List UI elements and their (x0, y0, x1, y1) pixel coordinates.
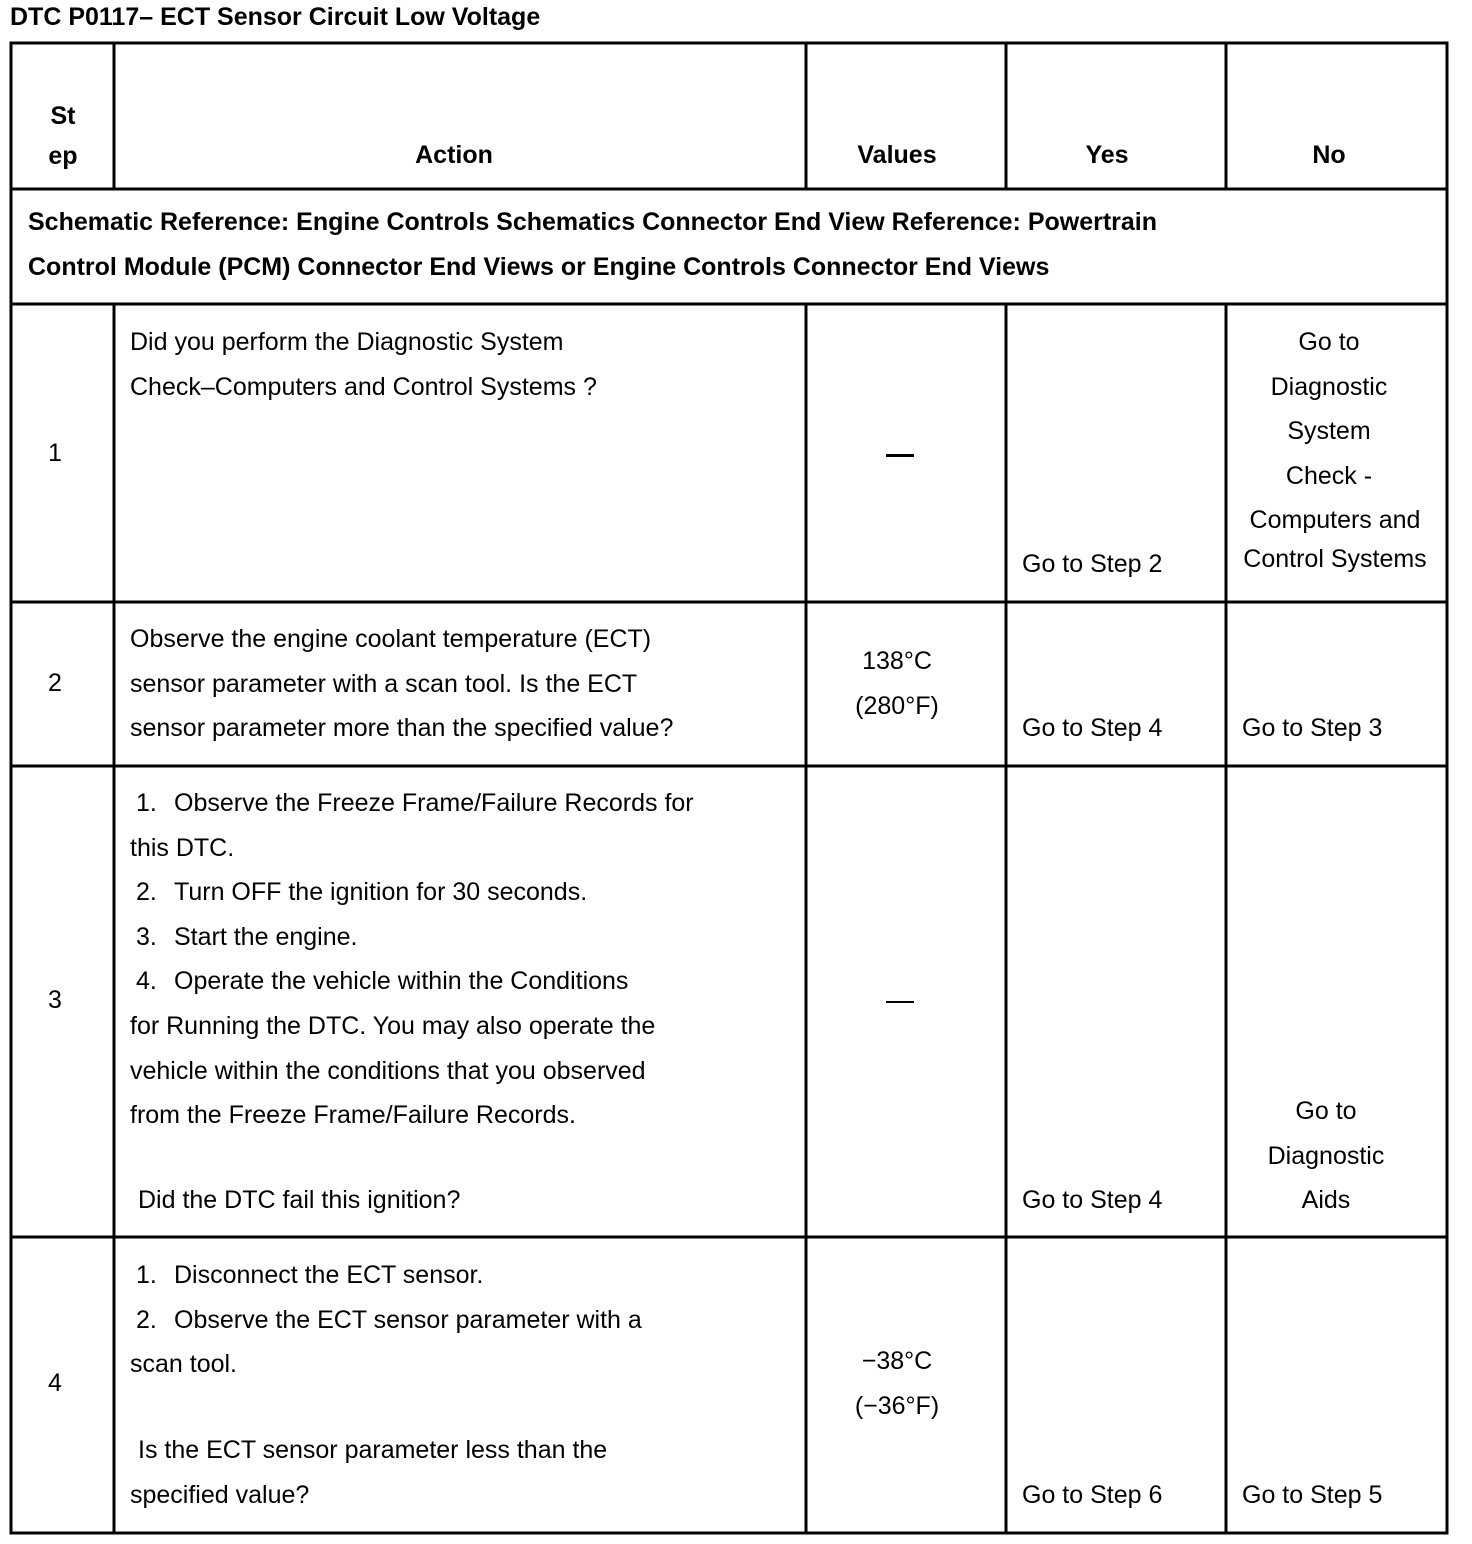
row-1-no-line-1: Go to (1298, 328, 1360, 356)
row-3-no-line-3: Aids (1301, 1186, 1351, 1215)
row-1-no-line-6: Control Systems (1243, 544, 1427, 573)
row-2-value (806, 639, 988, 728)
row-4-value (806, 1339, 988, 1428)
row-2-action-line-1: Observe the engine coolant temperature (ECT) (130, 625, 652, 653)
row-1-no-line-4: Check - (1285, 461, 1373, 490)
row-3-no-line-1: Go to (1295, 1097, 1357, 1125)
list-item: scan tool. (130, 1350, 238, 1379)
list-item: 2. Turn OFF the ignition for 30 seconds. (136, 878, 588, 907)
row-1-step: 1 (48, 439, 62, 467)
header-values: Values (857, 141, 937, 169)
row-1-no (1226, 320, 1432, 582)
header-step (14, 94, 112, 178)
header-step-line2: ep (48, 141, 78, 170)
row-1-no-line-3: System (1287, 417, 1371, 446)
row-4-action-list (130, 1253, 642, 1387)
row-1-action (130, 320, 597, 409)
row-2-action-line-3: sensor parameter more than the specified value? (130, 714, 674, 743)
row-3-step: 3 (48, 986, 62, 1014)
row-3-value-dash (886, 1001, 914, 1003)
row-2-yes: Go to Step 4 (1022, 714, 1163, 742)
row-2-action-line-2: sensor parameter with a scan tool. Is the ECT (130, 669, 638, 698)
list-item: from the Freeze Frame/Failure Records. (130, 1101, 576, 1130)
row-4-question-line-2: specified value? (130, 1480, 310, 1509)
row-2-action (130, 617, 673, 751)
list-item: 1. Disconnect the ECT sensor. (136, 1261, 484, 1289)
header-yes: Yes (1085, 141, 1129, 169)
row-2-value-line-2: (280°F) (855, 691, 939, 720)
row-3-no (1226, 1089, 1426, 1223)
row-1-yes: Go to Step 2 (1022, 550, 1163, 578)
list-item: for Running the DTC. You may also operate the (130, 1011, 656, 1040)
row-2-step: 2 (48, 669, 62, 697)
row-2-value-line-1: 138°C (862, 647, 932, 675)
list-item: this DTC. (130, 833, 235, 862)
row-1-value-dash (886, 454, 914, 457)
row-4-value-line-1: −38°C (861, 1347, 933, 1375)
header-no: No (1312, 141, 1346, 169)
row-2-no: Go to Step 3 (1242, 714, 1383, 742)
row-3-yes: Go to Step 4 (1022, 1186, 1163, 1214)
row-4-yes: Go to Step 6 (1022, 1481, 1163, 1509)
row-3-action-list (130, 781, 694, 1138)
list-item: 2. Observe the ECT sensor parameter with a (136, 1305, 642, 1334)
row-3-action (130, 781, 694, 1138)
row-4-question (130, 1428, 607, 1517)
list-item: 4. Operate the vehicle within the Conditions (136, 967, 629, 996)
row-1-no-line-5: Computers and (1249, 506, 1421, 535)
row-1-action-line-1: Did you perform the Diagnostic System (130, 328, 564, 356)
row-4-action (130, 1253, 642, 1387)
header-action: Action (415, 141, 493, 169)
schematic-reference (28, 200, 1157, 289)
reference-line-2: Control Module (PCM) Connector End Views or Engine Controls Connector End Views (28, 252, 1050, 281)
reference-line-1: Schematic Reference: Engine Controls Schematics Connector End View Reference: Powertrain (28, 208, 1158, 236)
row-4-question-line-1: Is the ECT sensor parameter less than the (138, 1436, 608, 1464)
row-3-no-line-2: Diagnostic (1267, 1141, 1385, 1170)
row-4-step: 4 (48, 1369, 62, 1397)
header-step-line1: St (50, 102, 76, 130)
list-item: vehicle within the conditions that you observed (130, 1056, 646, 1085)
row-4-no: Go to Step 5 (1242, 1481, 1383, 1509)
row-1-action-line-2: Check–Computers and Control Systems ? (130, 372, 597, 401)
document-title: DTC P0117– ECT Sensor Circuit Low Voltage (10, 3, 541, 31)
row-4-value-line-2: (−36°F) (854, 1391, 940, 1420)
list-item: 1. Observe the Freeze Frame/Failure Records for (136, 789, 694, 817)
row-1-no-line-2: Diagnostic (1270, 372, 1388, 401)
row-3-question: Did the DTC fail this ignition? (138, 1186, 461, 1214)
list-item: 3. Start the engine. (136, 922, 358, 951)
